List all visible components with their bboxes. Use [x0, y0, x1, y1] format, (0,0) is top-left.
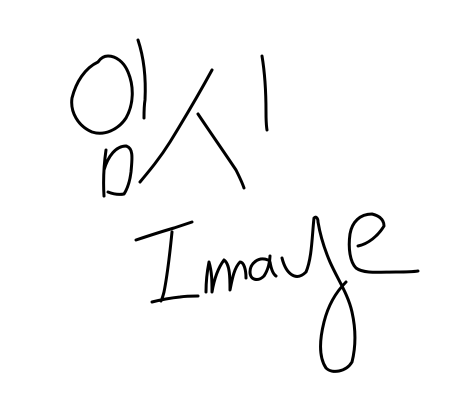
stroke-letter-m: [206, 260, 246, 292]
stroke-letter-I: [136, 222, 198, 302]
stroke-letter-e: [349, 214, 418, 272]
stroke-letter-a: [250, 256, 276, 279]
stroke-siot: [140, 70, 244, 188]
korean-syllable-im: [72, 40, 146, 196]
stroke-ieung: [72, 56, 133, 133]
stroke-mieum: [104, 146, 132, 196]
korean-syllable-si: [140, 56, 267, 188]
stroke-letter-g: [282, 217, 355, 371]
english-word-image: [136, 214, 418, 371]
stroke-i-vertical: [138, 40, 145, 118]
stroke-si-vertical: [262, 56, 267, 130]
